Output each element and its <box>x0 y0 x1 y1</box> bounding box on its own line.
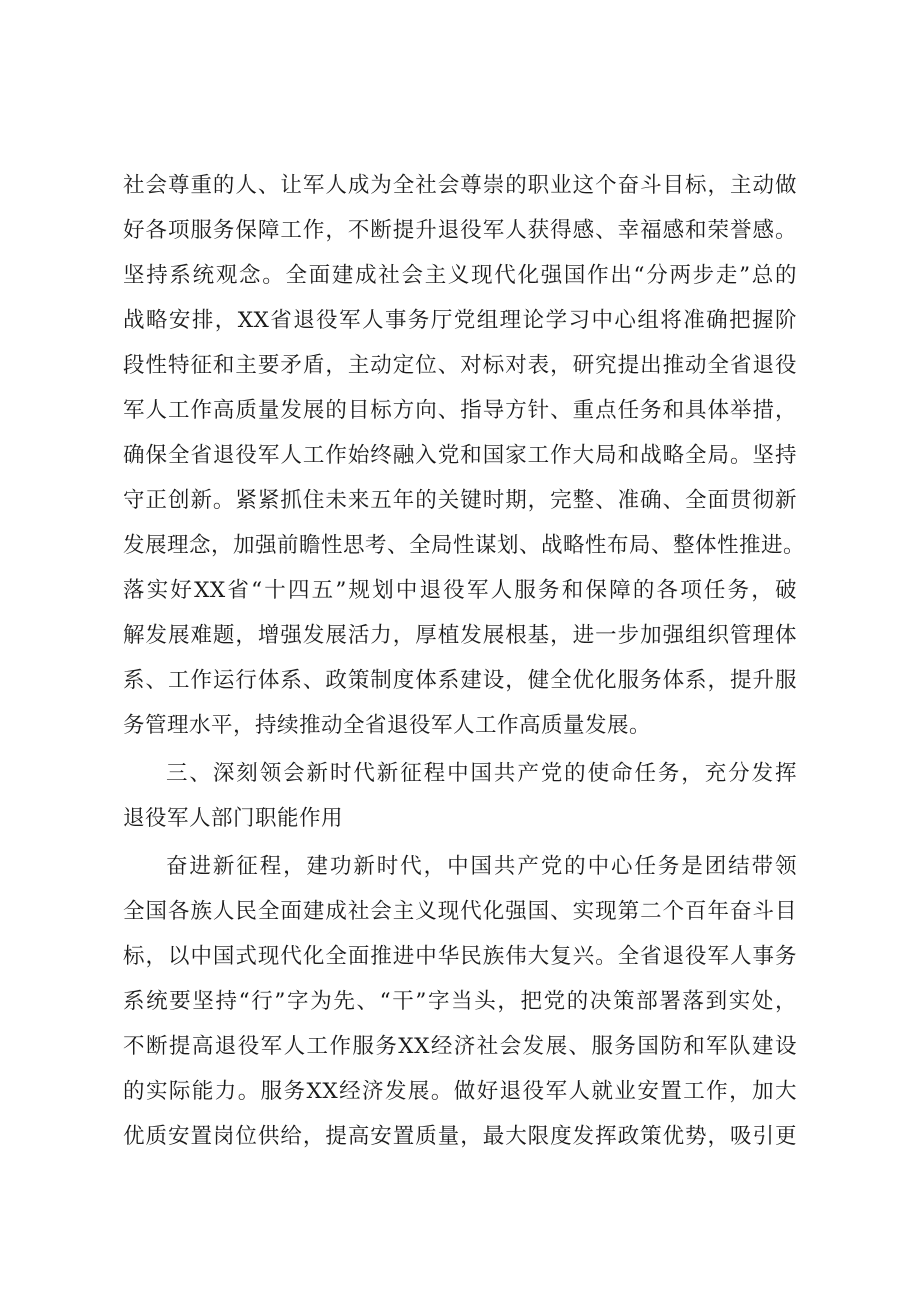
text-line-1: 社会尊重的人、让军人成为全社会尊崇的职业这个奋斗目标，主动做 <box>123 173 797 198</box>
text-line-5: 段性特征和主要矛盾，主动定位、对标对表，研究提出推动全省退役 <box>123 353 797 378</box>
text-line-8: 守正创新。紧紧抓住未来五年的关键时期，完整、准确、全面贯彻新 <box>123 488 797 513</box>
text-line-20: 优质安置岗位供给，提高安置质量，最大限度发挥政策优势，吸引更 <box>123 1124 797 1149</box>
text-line-19: 的实际能力。服务XX经济发展。做好退役军人就业安置工作，加大 <box>123 1079 797 1104</box>
text-line-15: 全国各族人民全面建成社会主义现代化强国、实现第二个百年奋斗目 <box>123 899 797 924</box>
text-line-10: 落实好XX省“十四五”规划中退役军人服务和保障的各项任务，破 <box>123 578 797 603</box>
text-line-3: 坚持系统观念。全面建成社会主义现代化强国作出“分两步走”总的 <box>123 263 797 288</box>
text-line-17: 系统要坚持“行”字为先、“干”字当头，把党的决策部署落到实处， <box>123 989 797 1014</box>
section-heading-line-1: 三、深刻领会新时代新征程中国共产党的使命任务，充分发挥 <box>166 761 797 786</box>
text-line-9: 发展理念，加强前瞻性思考、全局性谋划、战略性布局、整体性推进。 <box>123 533 806 558</box>
text-line-4: 战略安排，XX省退役军人事务厅党组理论学习中心组将准确把握阶 <box>123 308 797 333</box>
text-line-6: 军人工作高质量发展的目标方向、指导方针、重点任务和具体举措， <box>123 398 797 423</box>
text-line-11: 解发展难题，增强发展活力，厚植发展根基，进一步加强组织管理体 <box>123 623 797 648</box>
text-line-12: 系、工作运行体系、政策制度体系建设，健全优化服务体系，提升服 <box>123 668 797 693</box>
text-line-14: 奋进新征程，建功新时代，中国共产党的中心任务是团结带领 <box>166 854 797 879</box>
text-line-18: 不断提高退役军人工作服务XX经济社会发展、服务国防和军队建设 <box>123 1034 797 1059</box>
text-line-16: 标，以中国式现代化全面推进中华民族伟大复兴。全省退役军人事务 <box>123 944 797 969</box>
text-line-2: 好各项服务保障工作，不断提升退役军人获得感、幸福感和荣誉感。 <box>123 218 797 243</box>
text-line-13: 务管理水平，持续推动全省退役军人工作高质量发展。 <box>123 713 652 738</box>
text-line-7: 确保全省退役军人工作始终融入党和国家工作大局和战略全局。坚持 <box>123 443 797 468</box>
section-heading-line-2: 退役军人部门职能作用 <box>123 806 344 831</box>
